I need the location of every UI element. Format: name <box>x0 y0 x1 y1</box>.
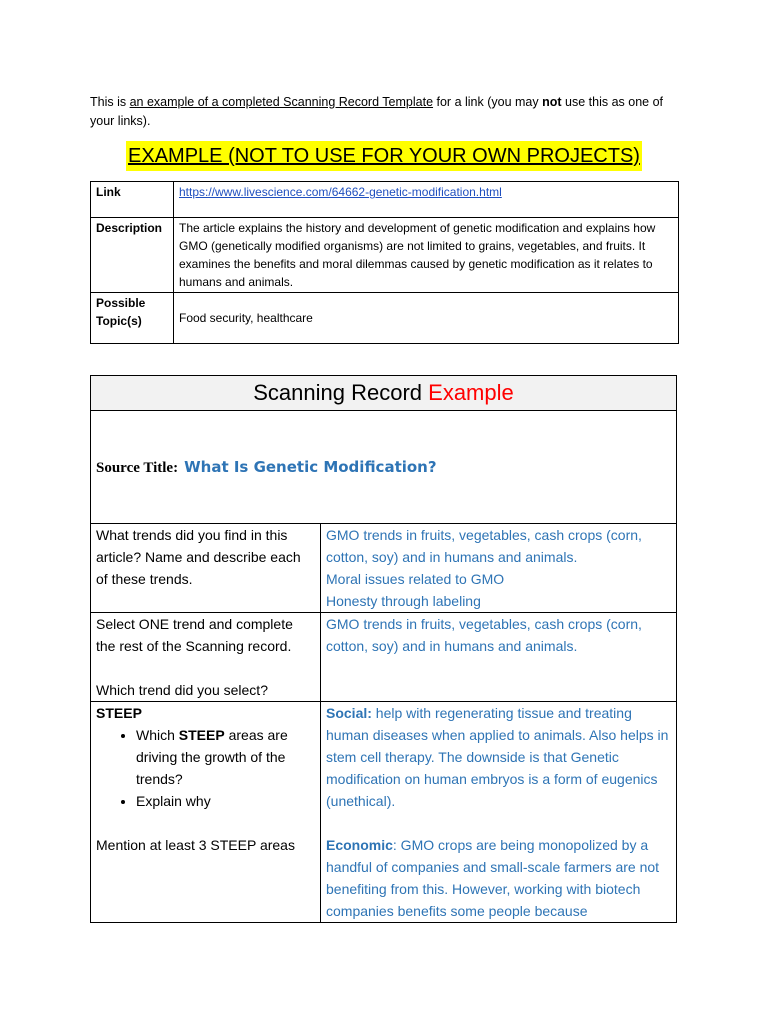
select-trend-row <box>91 613 677 702</box>
example-banner: EXAMPLE (NOT TO USE FOR YOUR OWN PROJECTS) <box>126 141 642 171</box>
description-row <box>91 218 679 293</box>
link-info-table <box>90 181 679 344</box>
trends-answers <box>321 524 677 613</box>
topics-label <box>91 293 174 344</box>
link-row <box>91 182 679 218</box>
link-label: Link <box>91 182 174 218</box>
source-title-cell <box>91 411 677 524</box>
trends-row <box>91 524 677 613</box>
scanning-record-title-black: Scanning Record <box>253 380 429 405</box>
select-trend-prompt: Which trend did you select? <box>96 682 268 698</box>
example-banner-container <box>0 141 768 171</box>
steep-answer <box>321 702 677 923</box>
intro-suffix: use this as one of your links). <box>90 95 663 128</box>
select-trend-question <box>91 613 321 702</box>
steep-row <box>91 702 677 923</box>
selected-trend-answer: GMO trends in fruits, vegetables, cash crops (corn, cotton, soy) and in humans and animals. <box>321 613 677 702</box>
social-label: Social: <box>326 705 372 721</box>
steep-bullet-1-prefix: Which <box>136 727 179 743</box>
source-title-label: Source Title: <box>96 459 179 476</box>
steep-mention: Mention at least 3 STEEP areas <box>96 837 295 853</box>
topics-label-line-2: Topic(s) <box>96 314 142 328</box>
steep-question <box>91 702 321 923</box>
topics-value: Food security, healthcare <box>174 293 679 344</box>
scanning-record-title <box>91 376 677 411</box>
topics-row <box>91 293 679 344</box>
source-title-row <box>91 411 677 524</box>
steep-bullet-explain: • Explain why <box>136 790 315 812</box>
intro-paragraph <box>90 93 690 131</box>
economic-label: Economic <box>326 837 393 853</box>
intro-bold-not: not <box>542 95 562 109</box>
scanning-record-header-row <box>91 376 677 411</box>
trend-answer-3: Honesty through labeling <box>326 593 481 609</box>
trend-answer-2: Moral issues related to GMO <box>326 571 505 587</box>
trend-answer-1: GMO trends in fruits, vegetables, cash crops (corn, cotton, soy) and in humans and animals. <box>326 527 642 565</box>
source-title-value: What Is Genetic Modification? <box>184 457 437 476</box>
scanning-record-table <box>90 375 677 923</box>
trends-question: What trends did you find in this article? Name and describe each of these trends. <box>91 524 321 613</box>
intro-middle: for a link (you may <box>433 95 543 109</box>
topics-label-line-1: Possible <box>96 296 146 310</box>
steep-heading: STEEP <box>96 705 142 721</box>
description-label: Description <box>91 218 174 293</box>
intro-underlined-text: an example of a completed Scanning Record Template <box>129 95 434 109</box>
description-value: The article explains the history and development of genetic modification and explains how GMO (genetically modified organisms) are not limited to grains, vegetables, and fruits. It examines the benefits and moral dilemmas caused by genetic modification as it relates to humans and animals. <box>174 218 679 293</box>
select-trend-instruction: Select ONE trend and complete the rest of the Scanning record. <box>96 616 293 654</box>
link-cell <box>174 182 679 218</box>
steep-bullet-1-suffix: areas are driving the growth of the trends? <box>136 727 288 787</box>
scanning-record-title-red: Example <box>428 380 514 405</box>
steep-bullet-which <box>136 724 315 790</box>
steep-bullet-list <box>96 724 315 812</box>
social-text: help with regenerating tissue and treating human diseases when applied to animals. Also helps in stem cell therapy. The downside is that Genetic modification on human embryos is a form of eugenics (unethical). <box>326 705 669 809</box>
intro-prefix: This is <box>90 95 130 109</box>
economic-text: : GMO crops are being monopolized by a handful of companies and small-scale farmers are not benefiting from this. However, working with biotech companies benefits some people because <box>326 837 660 919</box>
article-link[interactable]: https://www.livescience.com/64662-genetic-modification.html <box>179 185 502 199</box>
steep-bullet-1-bold: STEEP <box>178 727 225 743</box>
